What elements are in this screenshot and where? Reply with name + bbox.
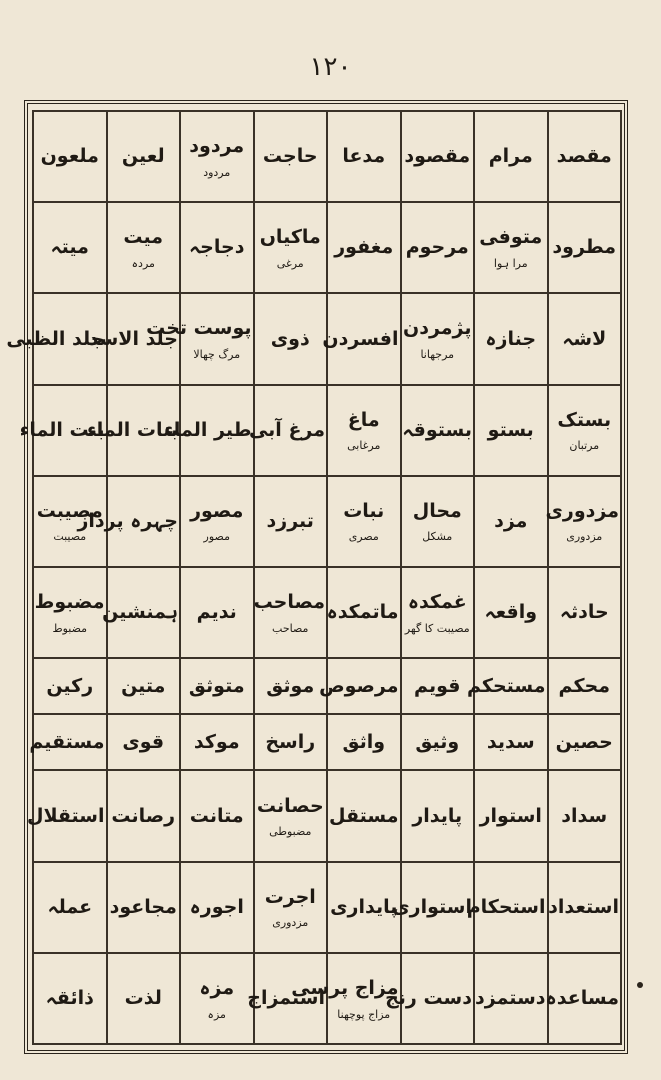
cell-gloss: مرا ہوا [493,256,528,270]
table-cell [26,770,107,861]
table-cell [401,770,475,861]
table-cell [401,385,475,476]
table-cell [146,293,254,384]
cell-word: عملہ [47,895,93,918]
table-cell [474,770,548,861]
table-row [33,714,621,770]
table-cell [548,658,622,714]
table-cell [180,567,254,658]
cell-gloss: مصری [348,530,379,544]
cell-word: دست رنج [385,987,472,1010]
cell-word: ذوی [270,327,310,350]
table-cell [180,862,254,953]
cell-word: غمکدہ [407,591,467,613]
table-cell [33,111,107,202]
cell-gloss: مزہ [207,1007,226,1021]
cell-word: واثق [342,731,386,754]
cell-word: بستوقہ [402,418,472,441]
cell-word: دجاجہ [189,236,245,259]
table-cell [88,293,181,384]
cell-word: واقعہ [484,601,538,624]
cell-word: بنت الماء [19,418,105,441]
cell-word: محکم [558,674,610,697]
cell-word: ملعون [40,145,99,168]
cell-word: ماغ [347,408,380,431]
table-cell [254,293,328,384]
table-cell [401,567,475,658]
cell-word: مرغ آبی [248,418,325,441]
cell-word: مصور [190,499,244,522]
table-cell [474,202,548,293]
cell-word: استواری [392,895,472,918]
cell-word: ذائقہ [45,987,94,1010]
cell-word: مستقیم [29,731,105,754]
table-cell [254,202,328,293]
cell-word: جنازہ [485,327,537,350]
table-cell [548,111,622,202]
table-row [33,111,621,202]
cell-word: وثیق [415,731,460,754]
cell-gloss: مرجھانا [420,348,455,362]
table-cell [401,658,475,714]
table-cell [33,476,107,567]
cell-word: میتہ [50,236,89,259]
cell-word: مزہ [199,976,235,999]
table-cell [180,202,254,293]
table-cell [254,658,328,714]
table-cell [401,714,475,770]
table-cell [6,293,107,384]
table-cell [474,953,548,1044]
cell-word: مزدوری [545,499,619,522]
cell-word: مرصوص [319,674,399,697]
table-cell [327,111,401,202]
cell-word: مستحکم [467,674,546,697]
cell-word: استمزاج [247,987,325,1010]
cell-word: افسردن [322,327,399,350]
cell-word: موثق [266,674,315,697]
table-cell [474,385,548,476]
table-row [33,658,621,714]
table-cell [327,202,401,293]
cell-gloss: مصیبت [53,530,87,544]
cell-word: رصانت [111,804,176,827]
table-cell [401,476,475,567]
cell-word: استقلال [26,804,105,827]
cell-gloss: مردہ [131,256,155,270]
table-cell [327,714,401,770]
table-row [33,202,621,293]
table-cell [319,658,401,714]
table-cell [474,111,548,202]
cell-word: طیر الماء [164,418,252,441]
cell-gloss: مشکل [422,530,453,544]
cell-word: لعین [121,145,165,168]
table-cell [401,202,475,293]
table-cell [474,567,548,658]
table-cell [474,714,548,770]
table-cell [545,953,622,1044]
cell-word: مزاج پرسی [291,976,399,999]
cell-word: لذت [124,987,162,1010]
cell-word: بنات الماء [87,418,178,441]
table-cell [107,202,181,293]
cell-word: مقصود [404,145,471,168]
table-cell [545,476,622,567]
table-cell [327,862,401,953]
table-cell [548,714,622,770]
table-cell [180,658,254,714]
table-row [33,862,621,953]
table-cell [548,385,622,476]
table-cell [327,476,401,567]
cell-word: پایدار [412,804,463,827]
cell-word: مرام [488,145,533,168]
cell-word: استوار [479,804,542,827]
table-cell [33,202,107,293]
table-cell [548,567,622,658]
cell-word: راسخ [265,731,316,754]
table-cell [33,567,107,658]
table-cell [327,770,401,861]
cell-word: اجورہ [189,895,244,918]
cell-gloss: مزاج پوچھنا [337,1007,391,1021]
table-cell [247,953,328,1044]
cell-word: مغفور [334,236,394,259]
cell-word: مستقل [329,804,399,827]
cell-word: متانت [189,804,244,827]
table-cell [322,293,401,384]
cell-word: متین [121,674,166,697]
cell-word: حصانت [256,794,324,817]
table-cell [77,476,181,567]
cell-gloss: مصور [203,530,230,544]
table-cell [254,111,328,202]
cell-word: رکین [46,674,94,697]
cell-word: بستو [487,418,534,441]
cell-gloss: مضبوط [52,621,88,635]
cell-gloss: مزدوری [272,916,309,930]
table-cell [548,770,622,861]
cell-word: مصیبت [36,499,103,522]
table-cell [327,385,401,476]
cell-word: حاجت [262,145,318,168]
table-cell [254,476,328,567]
word-table [6,110,622,1045]
table-cell [102,567,181,658]
cell-gloss: مرغابی [347,439,381,453]
cell-word: مضبوط [34,591,105,613]
cell-gloss: مصاحب [272,621,309,635]
table-cell [180,476,254,567]
cell-word: سداد [561,804,608,827]
table-cell [107,953,181,1044]
table-cell [474,476,548,567]
table-row [33,293,621,384]
table-cell [327,567,401,658]
cell-word: متوفی [479,226,543,249]
table-cell [180,714,254,770]
cell-word: جلد الظبی [6,327,105,350]
table-cell [392,862,475,953]
table-cell [291,953,401,1044]
cell-word: ہمنشین [102,601,178,624]
cell-word: استعداد [548,895,619,918]
cell-word: مصاحب [253,591,325,613]
cell-word: پایداری [330,895,398,918]
cell-word: ندیم [196,601,237,624]
table-cell [107,658,181,714]
table-cell [107,111,181,202]
cell-word: مطرود [552,236,617,259]
table-cell [180,953,254,1044]
cell-word: بستک [557,408,612,431]
cell-word: جلد الاسد [88,327,178,350]
table-cell [180,111,254,202]
cell-gloss: مزدوری [566,530,603,544]
cell-word: حادثہ [559,601,609,624]
cell-word: مردود [189,135,245,158]
cell-word: مزد [494,509,528,532]
cell-word: محال [412,499,462,522]
table-cell [548,862,622,953]
cell-gloss: مصیبت کا گھر [404,621,470,635]
cell-word: تبرزد [266,509,314,532]
cell-gloss: مردود [203,165,231,179]
table-row [33,770,621,861]
cell-word: نبات [343,499,385,522]
cell-word: استحکام [466,895,546,918]
cell-gloss: مرگ چھالا [193,348,241,362]
cell-word: مقصد [556,145,612,168]
table-cell [385,953,475,1044]
margin-dot [637,982,643,988]
cell-word: لاشہ [562,327,607,350]
cell-word: قویم [414,674,461,697]
table-cell [401,293,475,384]
cell-word: ماکیاں [259,226,321,249]
cell-word: میت [123,226,164,249]
table-cell [87,385,181,476]
cell-word: مجاعود [109,895,177,918]
table-cell [548,293,622,384]
table-cell [548,202,622,293]
table-cell [19,385,107,476]
cell-word: پوست تخت [146,317,252,340]
table-cell [401,111,475,202]
table-cell [107,862,181,953]
table-cell [254,714,328,770]
cell-word: اجرت [264,885,316,908]
table-cell [254,862,328,953]
table-cell [254,770,328,861]
table-cell [248,385,328,476]
table-cell [466,862,548,953]
table-cell [33,953,107,1044]
table-cell [180,770,254,861]
cell-word: دستمزد [475,987,546,1010]
cell-word: حصین [555,731,613,754]
table-row [33,385,621,476]
table-row [33,953,621,1044]
cell-word: متوثق [188,674,245,697]
cell-word: ماتمکدہ [326,601,399,624]
cell-word: مدعا [342,145,386,168]
table-row [33,567,621,658]
cell-word: پژمردن [402,317,472,340]
cell-gloss: مضبوطی [269,825,312,839]
cell-word: مساعدہ [545,987,619,1010]
table-cell [254,567,328,658]
cell-word: چہرہ پرداز [77,509,178,532]
table-cell [107,714,181,770]
page-number: ۱۲۰ [309,52,352,82]
cell-word: مرحوم [405,236,469,259]
table-row [33,476,621,567]
cell-word: سدید [486,731,535,754]
table-cell [33,862,107,953]
table-cell [29,714,107,770]
table-cell [107,770,181,861]
cell-word: قوی [122,731,165,754]
cell-word: موکد [193,731,240,754]
table-cell [33,658,107,714]
table-cell [467,658,548,714]
table-cell [164,385,254,476]
table-cell [474,293,548,384]
cell-gloss: مرغی [276,256,304,270]
cell-gloss: مرتبان [569,439,600,453]
